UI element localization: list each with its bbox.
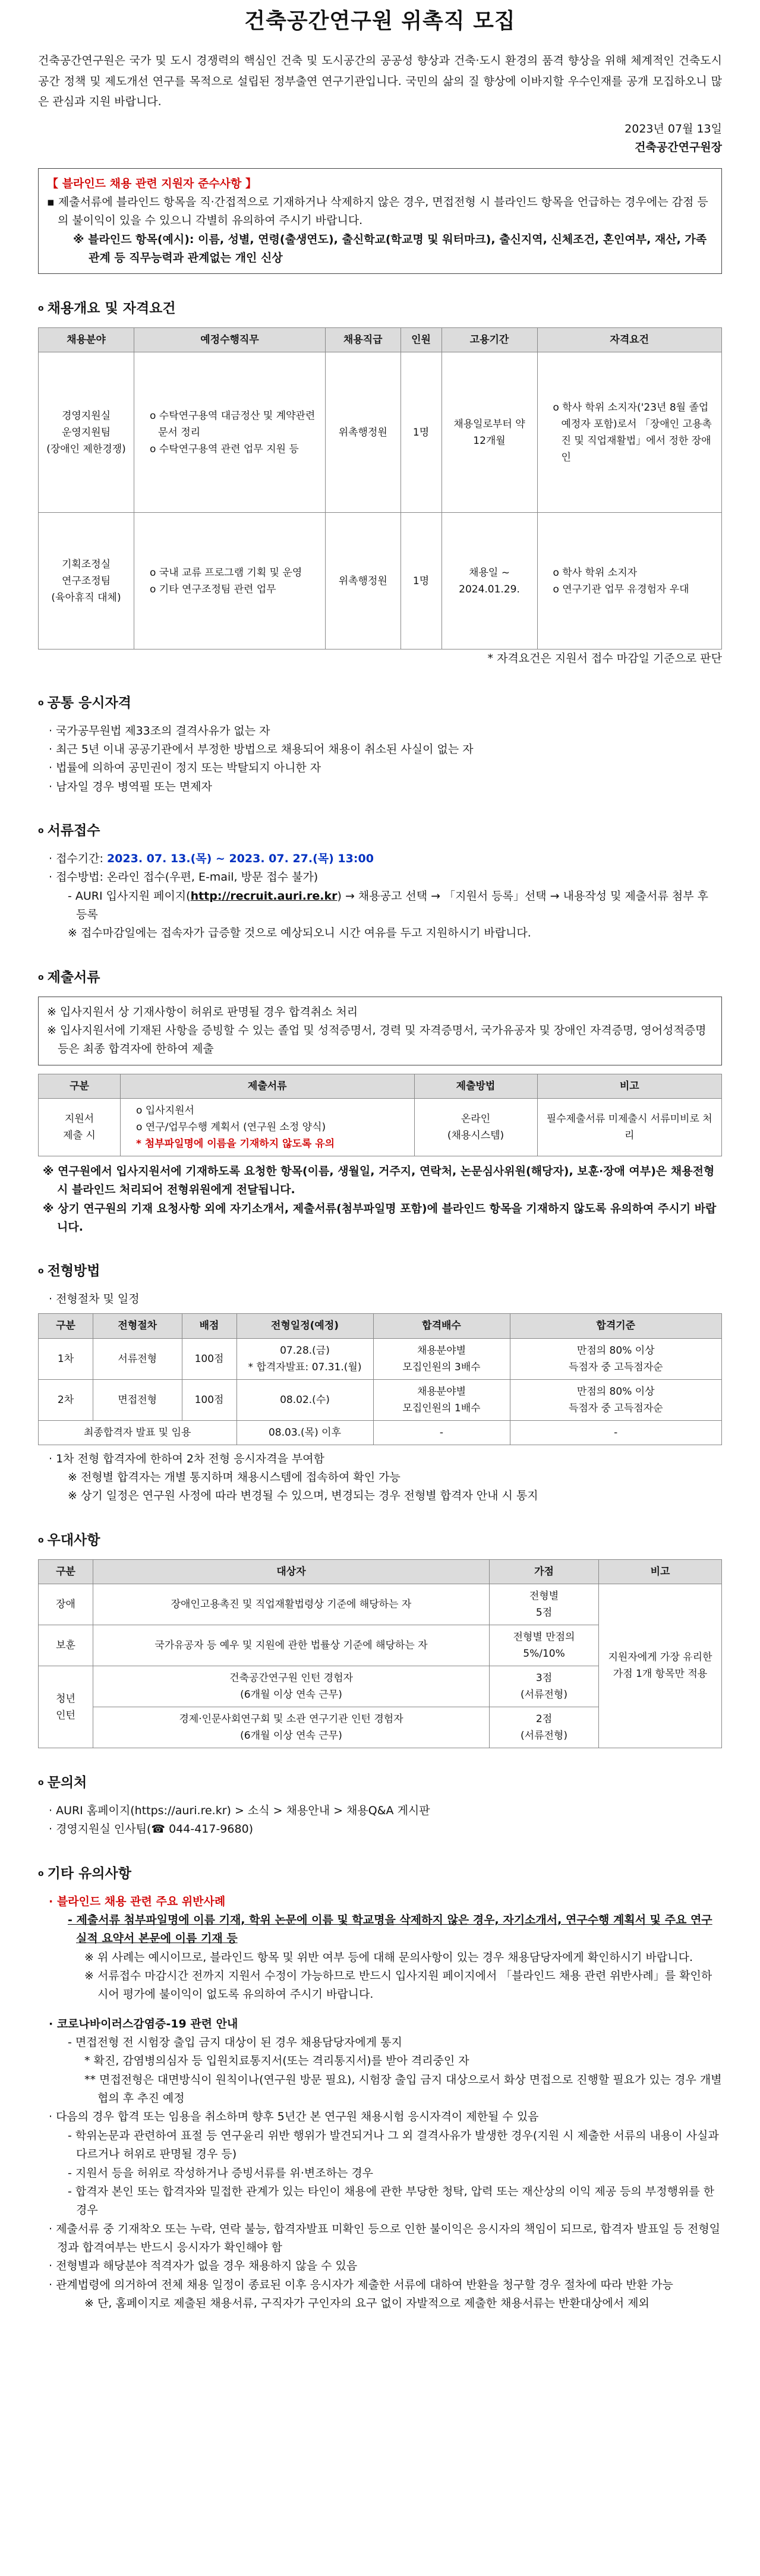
contact-web: · AURI 홈페이지(https://auri.re.kr) > 소식 > 채용안내 > 채용Q&A 게시판 bbox=[49, 1804, 430, 1818]
section-title-screening: o 전형방법 bbox=[38, 1263, 100, 1279]
application-note: ※ 접수마감일에는 접속자가 급증할 것으로 예상되오니 시간 여유를 두고 지원하시기 바랍니다. bbox=[68, 926, 531, 940]
preference-table: 구분 대상자 가점 비고 장애 장애인고용촉진 및 직업재활법령상 기준에 해당하는 자 전형별 5점 지원자에게 가장 유리한 가점 1개 항목만 적용 보훈 국가유공자 등 예우 및 지원에 관한 법률상 기준에 해당하는 자 전형별 만점의 5%/10% 청년 인턴 건축공간연구원 인턴 경험자 (6개월 이상 연속 근무) 3점 (서류전형) 경제·인문사회연구회 및 소관 연구기관 인턴 경험자 (6개월 이상 연속 근무) 2점 (서류전형) bbox=[38, 1559, 722, 1748]
bullet-icon: o bbox=[38, 972, 44, 982]
section-title-common: o 공통 응시자격 bbox=[38, 695, 131, 711]
table-row: 기획조정실 연구조정팀 (육아휴직 대체) o 국내 교류 프로그램 기획 및 운영 o 기타 연구조정팀 관련 업무 위촉행정원 1명 채용일 ~ 2024.01.29. o 학사 학위 소지자 o 연구기관 업무 유경험자 우대 bbox=[39, 513, 722, 649]
table-footnote: * 자격요건은 지원서 접수 마감일 기준으로 판단 bbox=[487, 652, 722, 666]
application-period: · 접수기간: 2023. 07. 13.(목) ~ 2023. 07. 27.(목) 13:00 bbox=[49, 852, 374, 865]
application-site: - AURI 입사지원 페이지(http://recruit.auri.re.kr) → 채용공고 선택 → 「지원서 등록」선택 → 내용작성 및 제출서류 첨부 후 등록 bbox=[68, 889, 709, 921]
page-title: 건축공간연구원 위촉직 모집 bbox=[244, 9, 516, 33]
table-header: 인원 bbox=[401, 328, 442, 352]
table-header: 비고 bbox=[537, 1074, 722, 1098]
list-item: · 국가공무원법 제33조의 결격사유가 없는 자 bbox=[49, 724, 270, 737]
bullet-icon: o bbox=[38, 1778, 44, 1788]
bullet-icon: o bbox=[38, 1535, 44, 1545]
table-header: 제출방법 bbox=[414, 1074, 537, 1098]
screening-sub: · 전형절차 및 일정 bbox=[49, 1292, 140, 1306]
table-header: 채용직급 bbox=[326, 328, 401, 352]
section-title-etc: o 기타 유의사항 bbox=[38, 1865, 131, 1881]
blind-notice-bullet: ▪ 제출서류에 블라인드 항목을 직·간접적으로 기재하거나 삭제하지 않은 경우, 면접전형 시 블라인드 항목을 언급하는 경우에는 감점 등의 불이익이 있을 수 있으니 각별히 유의하여 주시기 바랍니다. bbox=[47, 195, 708, 228]
recruit-link[interactable]: http://recruit.auri.re.kr bbox=[190, 889, 338, 903]
table-row: 장애 장애인고용촉진 및 직업재활법령상 기준에 해당하는 자 전형별 5점 지원자에게 가장 유리한 가점 1개 항목만 적용 bbox=[39, 1584, 722, 1625]
bullet-icon: o bbox=[38, 825, 44, 835]
blind-notice-box bbox=[38, 168, 722, 275]
section-title-contact: o 문의처 bbox=[38, 1775, 87, 1791]
documents-table bbox=[38, 1074, 722, 1156]
bullet-icon: o bbox=[38, 698, 44, 708]
notice-date: 2023년 07월 13일 bbox=[625, 122, 722, 135]
section-title-preference: o 우대사항 bbox=[38, 1532, 100, 1548]
recruitment-notice: 건축공간연구원 위촉직 모집 건축공간연구원은 국가 및 도시 경쟁력의 핵심인 건축 및 도시공간의 공공성 향상과 건축·도시 환경의 품격 향상을 위해 체계적인 건축도시공간 정책 및 제도개선 연구를 목적으로 설립된 정부출연 연구기관입니다. 국민의 삶의 질 향상에 이바지할 우수인재를 공개 모집하오니 많은 관심과 지원 바랍니다. 2023년 07월 13일 건축공간연구원장 【 블라인드 채용 관련 지원자 준수사항 】 ▪ 제출서류에 블라인드 항목을 직·간접적으로 기재하거나 삭제하지 않은 경우, 면접전형 시 블라인드 항목을 언급하는 경우에는 감점 등의 불이익이 있을 수 있으니 각별히 유의하여 주시기 바랍니다. ※ 블라인드 항목(예시): 이름, 성별, 연령(출생연도), 출신학교(학교명 및 워터마크), 출신지역, 신체조건, 혼인여부, 재산, 가족관계 등 직무능력과 관계없는 개인 신상 o 채용개요 및 자격요건 채용분야 예정수행직무 채용직급 인원 고용기간 자격요건 경영지원실 운영지원팀 (장애인 제한경쟁) o 수탁연구용역 대금정산 및 계약관련 문서 정리 o 수탁연구용역 관련 업무 지원 등 위촉행정원 1명 채용일로부터 약 12개월 o 학사 학위 소지자('23년 8월 졸업예정자 포함)로서 「장애인 고용촉진 및 직업재활법」에서 정한 장애인 기획조정실 연구조정팀 (육아휴직 대체) o 국내 교류 프로그램 기획 및 운영 o 기타 연구조정팀 관련 업무 위촉행정원 1명 채용일 ~ 2024.01.29. o 학사 학위 소지자 o 연구기관 업무 유경험자 우대 * 자격요건은 지원서 접수 마감일 기준으로 판단 o 공통 응시자격 · 국가공무원법 제33조의 결격사유가 없는 자 · 최근 5년 이내 공공기관에서 부정한 방법으로 채용되어 채용이 취소된 사실이 없는 자 · 법률에 의하여 공민권이 정지 또는 박탈되지 아니한 자 · 남자일 경우 병역필 또는 면제자 o 서류접수 · 접수기간: 2023. 07. 13.(목) ~ 2023. 07. 27.(목) 13:00 · 접수방법: 온라인 접수(우편, E-mail, 방문 접수 불가) - AURI 입사지원 페이지(http://recruit.auri.re.kr) → 채용공고 선택 → 「지원서 등록」선택 → 내용작성 및 제출서류 첨부 후 등록 ※ 접수마감일에는 접속자가 급증할 것으로 예상되오니 시간 여유를 두고 지원하시기 바랍니다. o 제출서류 ※ 입사지원서 상 기재사항이 허위로 판명될 경우 합격취소 처리 ※ 입사지원서에 기재된 사항을 증빙할 수 있는 졸업 및 성적증명서, 경력 및 자격증명서, 국가유공자 및 장애인 자격증명, 영어성적증명 등은 최종 합격자에 한하여 제출 구분 제출서류 제출방법 비고 지원서 제출 시 o 입사지원서 o 연구/업무수행 계획서 (연구원 소정 양식) * 첨부파일명에 이름을 기재하지 않도록 유의 온라인 (채용시스템) 필수제출서류 미제출시 서류미비로 처리 ※ 연구원에서 입사지원서에 기재하도록 요청한 항목(이름, 생월일, 거주지, 연락처, 논문심사위원(해당자), 보훈·장애 여부)은 채용전형 시 블라인드 처리되어 전형위원에게 전달됩니다. ※ 상기 연구원의 기재 요청사항 외에 자기소개서, 제출서류(첨부파일명 포함)에 블라인드 항목을 기재하지 않도록 유의하여 주시기 바랍니다. o 전형방법 · 전형절차 및 일정 구분 전형절차 배점 전형일정(예정) 합격배수 합격기준 1차 서류전형 100점 07.28.(금) * 합격자발표: 07.31.(월) 채용분야별 모집인원의 3배수 만점의 80% 이상 득점자 중 고득점자순 2차 면접전형 100점 08.02.(수) 채용분야별 모집인원의 1배수 만점의 80% 이상 득점자 중 고득점자순 최종합격자 발표 및 임용 08.03.(목) 이후 - - · 1차 전형 합격자에 한하여 2차 전형 응시자격을 부여함 ※ 전형별 합격자는 개별 통지하며 채용시스템에 접속하여 확인 가능 ※ 상기 일정은 연구원 사정에 따라 변경될 수 있으며, 변경되는 경우 전형별 합격자 안내 시 통지 o 우대사항 구분 대상자 가점 비고 장애 장애인고용촉진 및 직업재활법령상 기준에 해당하는 자 전형별 5점 지원자에게 가장 유리한 가점 1개 항목만 적용 보훈 국가유공자 등 예우 및 지원에 관한 법률상 기준에 해당하는 자 전형별 만점의 5%/10% 청년 인턴 건축공간연구원 인턴 경험자 (6개월 이상 연속 근무) 3점 (서류전형) 경제·인문사회연구회 및 소관 연구기관 인턴 경험자 (6개월 이상 연속 근무) 2점 (서류전형) o 문의처 · AURI 홈페이지(https://auri.re.kr) > 소식 > 채용안내 > 채용Q&A 게시판 · 경영지원실 인사팀(☎ 044-417-9680) o 기타 유의사항 · 블라인드 채용 관련 주요 위반사례 - 제출서류 첨부파일명에 이름 기재, 학위 논문에 이름 및 학교명을 삭제하지 않은 경우, 자기소개서, 연구수행 계획서 및 주요 연구실적 요약서 본문에 이름 기재 등 ※ 위 사례는 예시이므로, 블라인드 항목 및 위반 여부 등에 대해 문의사항이 있는 경우 채용담당자에게 확인하시기 바랍니다. ※ 서류접수 마감시간 전까지 지원서 수정이 가능하므로 반드시 입사지원 페이지에서 「블라인드 채용 관련 위반사례」를 확인하시어 평가에 불이익이 없도록 유의하여 주시기 바랍니다. · 코로나바이러스감염증-19 관련 안내 - 면접전형 전 시험장 출입 금지 대상이 된 경우 채용담당자에게 통지 * 확진, 감염병의심자 등 입원치료통지서(또는 격리통지서)를 받아 격리중인 자 ** 면접전형은 대면방식이 원칙이나(연구원 방문 필요), 시험장 출입 금지 대상으로서 화상 면접으로 진행할 필요가 있는 경우 개별 협의 후 추진 예정 · 다음의 경우 합격 또는 임용을 취소하며 향후 5년간 본 연구원 채용시험 응시자격이 제한될 수 있음 - 학위논문과 관련하여 표절 등 연구윤리 위반 행위가 발견되거나 그 외 결격사유가 발생한 경우(지원 시 제출한 서류의 내용이 사실과 다르거나 허위로 판명될 경우 등) - 지원서 등을 허위로 작성하거나 증빙서류를 위·변조하는 경우 - 합격자 본인 또는 합격자와 밀접한 관계가 있는 타인이 채용에 관한 부당한 청탁, 압력 또는 재산상의 이익 제공 등의 부정행위를 한 경우 · 제출서류 중 기재착오 또는 누락, 연락 불능, 합격자발표 미확인 등으로 인한 불이익은 응시자의 책임이 되므로, 합격자 발표일 등 전형일정과 합격여부는 반드시 응시자가 확인해야 함 · 전형별과 해당분야 적격자가 없을 경우 채용하지 않을 수 있음 · 관계법령에 의거하여 전체 채용 일정이 종료된 이후 응시자가 제출한 서류에 대하여 반환을 청구할 경우 절차에 따라 반환 가능 ※ 단, 홈페이지로 제출된 채용서류, 구직자가 구인자의 요구 없이 자발적으로 제출한 채용서류는 반환대상에서 제외 bbox=[19, 0, 741, 2313]
section-title-overview: o 채용개요 및 자격요건 bbox=[38, 301, 176, 317]
blind-notice-title: 【 블라인드 채용 관련 지원자 준수사항 】 bbox=[47, 176, 257, 190]
documents-star-2: ※ 상기 연구원의 기재 요청사항 외에 자기소개서, 제출서류(첨부파일명 포함)에 블라인드 항목을 기재하지 않도록 유의하여 주시기 바랍니다. bbox=[43, 1202, 717, 1234]
blind-notice-example: ※ 블라인드 항목(예시): 이름, 성별, 연령(출생연도), 출신학교(학교명 및 워터마크), 출신지역, 신체조건, 혼인여부, 재산, 가족관계 등 직무능력과 관계없는 개인 신상 bbox=[73, 232, 707, 265]
bullet-icon: o bbox=[38, 304, 44, 314]
table-row: 경제·인문사회연구회 및 소관 연구기관 인턴 경험자 (6개월 이상 연속 근무) 2점 (서류전형) bbox=[39, 1707, 722, 1748]
table-header: 고용기간 bbox=[442, 328, 537, 352]
signer: 건축공간연구원장 bbox=[635, 141, 722, 155]
list-item: · 법률에 의하여 공민권이 정지 또는 박탈되지 아니한 자 bbox=[49, 761, 321, 775]
bullet-icon: o bbox=[38, 1266, 44, 1276]
table-header: 구분 bbox=[39, 1074, 121, 1098]
table-header: 예정수행직무 bbox=[134, 328, 326, 352]
table-row: 1차 서류전형 100점 07.28.(금) * 합격자발표: 07.31.(월) 채용분야별 모집인원의 3배수 만점의 80% 이상 득점자 중 고득점자순 bbox=[39, 1338, 722, 1379]
screening-table: 구분 전형절차 배점 전형일정(예정) 합격배수 합격기준 1차 서류전형 100점 07.28.(금) * 합격자발표: 07.31.(월) 채용분야별 모집인원의 3배수 만점의 80% 이상 득점자 중 고득점자순 2차 면접전형 100점 08.02.(수) 채용분야별 모집인원의 1배수 만점의 80% 이상 득점자 중 고득점자순 최종합격자 발표 및 임용 08.03.(목) 이후 - - bbox=[38, 1313, 722, 1445]
recruit-table bbox=[38, 327, 722, 649]
table-header: 제출서류 bbox=[121, 1074, 415, 1098]
contact-phone: · 경영지원실 인사팀(☎ 044-417-9680) bbox=[49, 1823, 254, 1836]
table-row: 최종합격자 발표 및 임용 08.03.(목) 이후 - - bbox=[39, 1420, 722, 1445]
intro-text: 건축공간연구원은 국가 및 도시 경쟁력의 핵심인 건축 및 도시공간의 공공성 향상과 건축·도시 환경의 품격 향상을 위해 체계적인 건축도시공간 정책 및 제도개선 연구를 목적으로 설립된 정부출연 연구기관입니다. 국민의 삶의 질 향상에 이바지할 우수인재를 공개 모집하오니 많은 관심과 지원 바랍니다. bbox=[38, 54, 722, 108]
section-title-application: o 서류접수 bbox=[38, 823, 100, 838]
list-item: · 최근 5년 이내 공공기관에서 부정한 방법으로 채용되어 채용이 취소된 사실이 없는 자 bbox=[49, 742, 474, 756]
documents-star-1: ※ 연구원에서 입사지원서에 기재하도록 요청한 항목(이름, 생월일, 거주지, 연락처, 논문심사위원(해당자), 보훈·장애 여부)은 채용전형 시 블라인드 처리되어 전형위원에게 전달됩니다. bbox=[43, 1164, 715, 1197]
table-row: 경영지원실 운영지원팀 (장애인 제한경쟁) o 수탁연구용역 대금정산 및 계약관련 문서 정리 o 수탁연구용역 관련 업무 지원 등 위촉행정원 1명 채용일로부터 약 12개월 o 학사 학위 소지자('23년 8월 졸업예정자 포함)로서 「장애인 고용촉진 및 직업재활법」에서 정한 장애인 bbox=[39, 352, 722, 513]
section-title-documents: o 제출서류 bbox=[38, 969, 100, 985]
table-header: 채용분야 bbox=[39, 328, 134, 352]
table-header: 자격요건 bbox=[537, 328, 722, 352]
table-row: 청년 인턴 건축공간연구원 인턴 경험자 (6개월 이상 연속 근무) 3점 (서류전형) bbox=[39, 1666, 722, 1707]
bullet-icon: o bbox=[38, 1868, 44, 1878]
documents-note-box: ※ 입사지원서 상 기재사항이 허위로 판명될 경우 합격취소 처리 ※ 입사지원서에 기재된 사항을 증빙할 수 있는 졸업 및 성적증명서, 경력 및 자격증명서, 국가유공자 및 장애인 자격증명, 영어성적증명 등은 최종 합격자에 한하여 제출 bbox=[38, 997, 722, 1065]
application-method: · 접수방법: 온라인 접수(우편, E-mail, 방문 접수 불가) bbox=[49, 871, 318, 884]
list-item: · 남자일 경우 병역필 또는 면제자 bbox=[49, 780, 212, 793]
table-row: 지원서 제출 시 o 입사지원서 o 연구/업무수행 계획서 (연구원 소정 양식) * 첨부파일명에 이름을 기재하지 않도록 유의 온라인 (채용시스템) 필수제출서류 미제출시 서류미비로 처리 bbox=[39, 1098, 722, 1156]
table-row: 보훈 국가유공자 등 예우 및 지원에 관한 법률상 기준에 해당하는 자 전형별 만점의 5%/10% bbox=[39, 1625, 722, 1666]
table-row: 2차 면접전형 100점 08.02.(수) 채용분야별 모집인원의 1배수 만점의 80% 이상 득점자 중 고득점자순 bbox=[39, 1379, 722, 1420]
